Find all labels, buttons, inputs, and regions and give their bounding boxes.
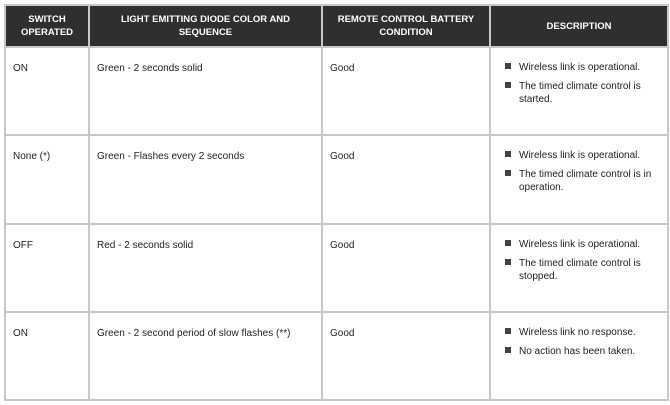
list-item (504, 326, 653, 339)
table-row (5, 224, 668, 312)
description-text: The timed climate control is stopped. (519, 257, 641, 282)
square-bullet-icon (505, 240, 511, 246)
switch-cell (5, 224, 89, 312)
table-row (5, 135, 668, 223)
square-bullet-icon (505, 170, 511, 176)
battery-value: Good (330, 63, 355, 74)
led-cell (89, 312, 322, 400)
list-item (504, 80, 653, 106)
switch-value: ON (13, 327, 28, 339)
header-switch-operated: SWITCH OPERATED (5, 5, 89, 47)
led-status-table (4, 4, 669, 401)
battery-cell (322, 312, 490, 400)
led-value: Green - 2 second period of slow flashes (**) (97, 327, 291, 339)
header-description: DESCRIPTION (490, 5, 668, 47)
description-cell (490, 224, 668, 312)
header-battery-condition: REMOTE CONTROL BATTERY CONDITION (322, 5, 490, 47)
battery-cell (322, 224, 490, 312)
battery-value: Good (330, 327, 355, 339)
led-value: Red - 2 seconds solid (97, 239, 194, 251)
list-item (504, 149, 653, 162)
square-bullet-icon (505, 328, 511, 334)
square-bullet-icon (505, 63, 511, 69)
square-bullet-icon (505, 151, 511, 157)
description-cell (490, 312, 668, 400)
battery-cell (322, 135, 490, 223)
description-text: Wireless link is operational. (519, 62, 641, 73)
table-row (5, 312, 668, 400)
led-cell (89, 47, 322, 135)
description-list (491, 136, 667, 194)
switch-cell (5, 47, 89, 135)
description-text: Wireless link is operational. (519, 238, 641, 250)
switch-value: OFF (13, 239, 33, 251)
square-bullet-icon (505, 82, 511, 88)
switch-cell (5, 312, 89, 400)
switch-value: ON (13, 63, 28, 74)
description-text: No action has been taken. (519, 345, 636, 357)
description-cell (490, 135, 668, 223)
table-row (5, 47, 668, 135)
description-text: The timed climate control is started. (519, 81, 641, 105)
list-item (504, 257, 653, 283)
list-item (504, 238, 653, 251)
description-text: Wireless link no response. (519, 326, 636, 338)
header-led-color-sequence: LIGHT EMITTING DIODE COLOR AND SEQUENCE (89, 5, 322, 47)
list-item (504, 168, 653, 194)
list-item (504, 61, 653, 74)
list-item (504, 345, 653, 358)
description-cell (490, 47, 668, 135)
square-bullet-icon (505, 347, 511, 353)
led-value: Green - 2 seconds solid (97, 63, 203, 74)
description-list (491, 48, 667, 106)
switch-value: None (*) (13, 151, 51, 163)
description-text: Wireless link is operational. (519, 150, 641, 162)
led-cell (89, 224, 322, 312)
battery-cell (322, 47, 490, 135)
led-value: Green - Flashes every 2 seconds (97, 151, 245, 163)
battery-value: Good (330, 239, 355, 251)
description-list (491, 225, 667, 283)
led-cell (89, 135, 322, 223)
square-bullet-icon (505, 259, 511, 265)
description-text: The timed climate control is in operation. (519, 169, 652, 194)
description-list (491, 313, 667, 358)
switch-cell (5, 135, 89, 223)
battery-value: Good (330, 151, 355, 163)
header-row (5, 5, 668, 47)
